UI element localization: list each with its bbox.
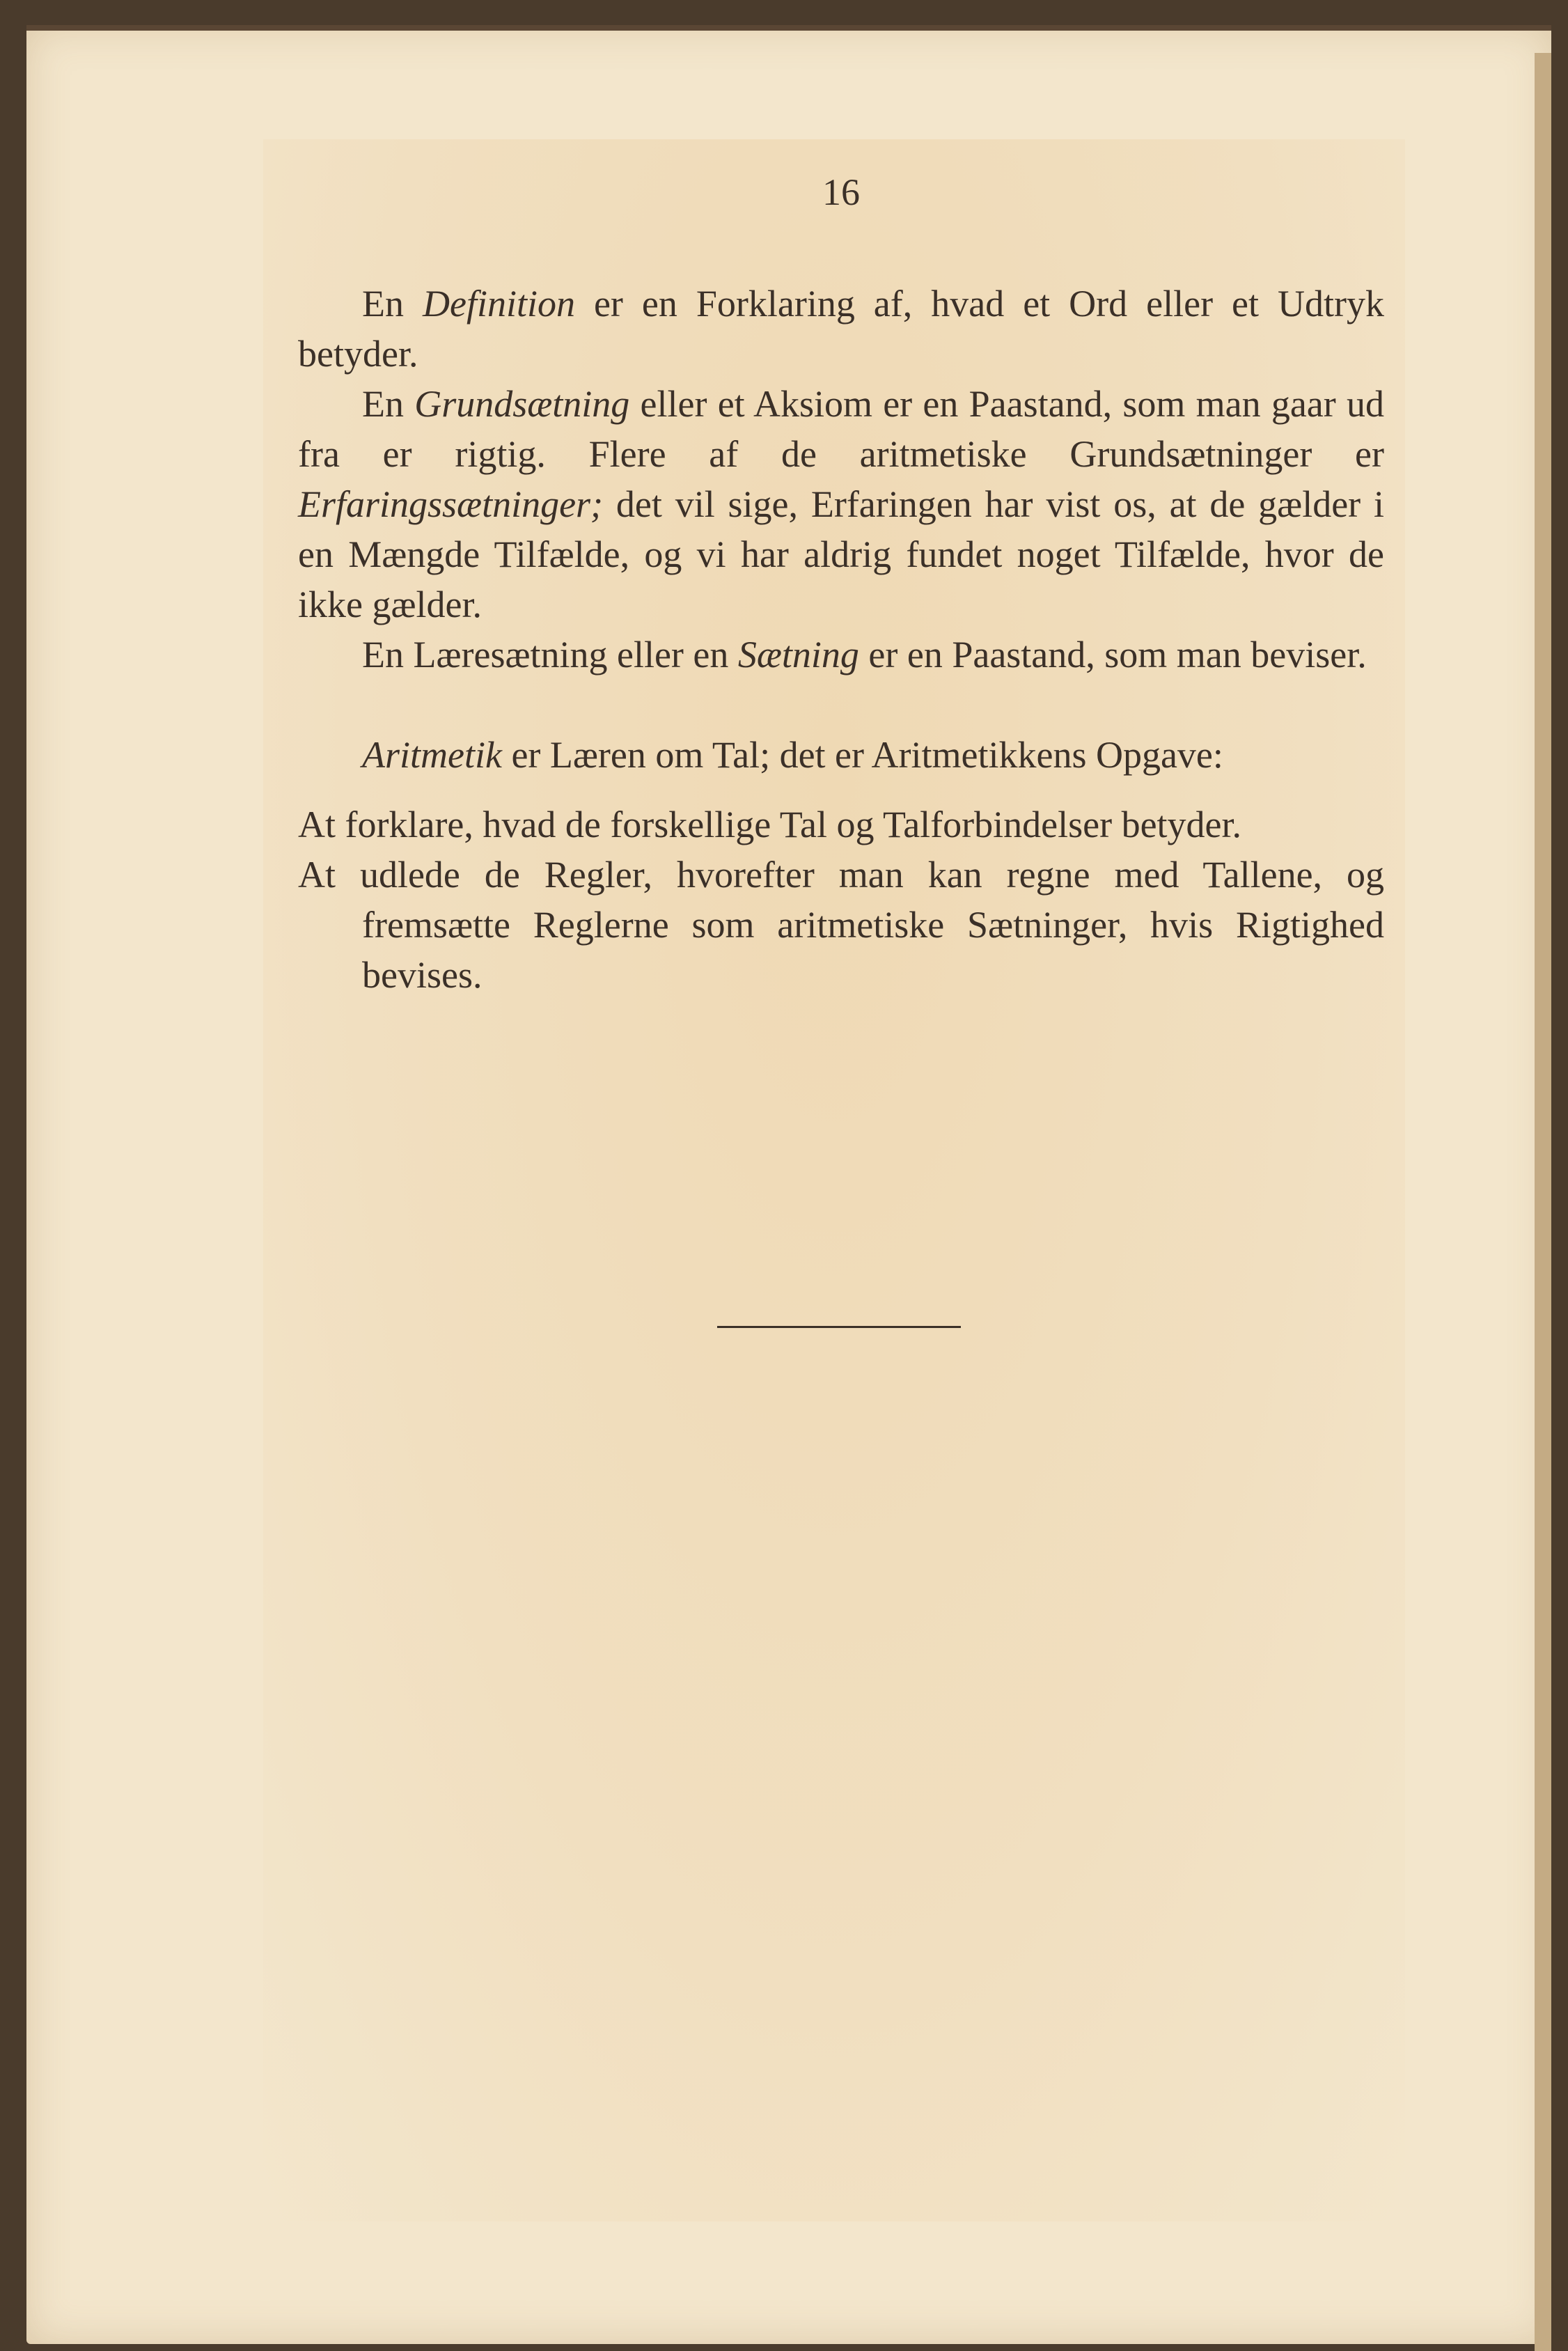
page-number: 16 (822, 171, 860, 213)
list-item: At forklare, hvad de forskellige Tal og Talforbindelser betyder. (298, 804, 1242, 845)
term-definition: Definition (422, 283, 575, 325)
term-erfaringssaetninger: Erfaringssætninger; (298, 483, 604, 525)
page-top-edge (26, 25, 1551, 31)
text-run: En (362, 283, 423, 325)
end-rule (717, 1326, 961, 1328)
text-run: er en Forklaring af, hvad et Ord eller et Udtryk betyder. (298, 283, 1384, 375)
text-run: En Læresætning eller en (362, 634, 738, 675)
text-run: eller et Aksiom er en Paastand, som man gaar ud fra er rigtig. Flere af de aritmetiske Grundsætninger er (298, 383, 1384, 475)
paragraph-aritmetik (298, 730, 1384, 780)
definitions (298, 279, 1384, 680)
section-gap (298, 680, 1384, 730)
list-item: At udlede de Regler, hvorefter man kan regne med Tallene, og fremsætte Reglerne som aritmetiske Sætninger, hvis Rigtighed bevises. (298, 854, 1384, 996)
paragraph-grundsaetning (298, 379, 1384, 630)
page-right-edge (1535, 53, 1551, 2351)
paragraph-laeresaetning (298, 630, 1384, 680)
text-run: det vil sige, Erfaringen har vist os, at de gælder i en Mængde Tilfælde, og vi har aldrig fundet noget Tilfælde, hvor de ikke gælder. (298, 483, 1384, 625)
term-grundsaetning: Grundsætning (414, 383, 630, 425)
text-run: En (362, 383, 415, 425)
page-content (298, 167, 1384, 1000)
paragraph-definition (298, 279, 1384, 379)
term-saetning: Sætning (737, 634, 859, 675)
text-run: er Læren om Tal; det er Aritmetikkens Opgave: (501, 734, 1223, 776)
text-run: er en Paastand, som man beviser. (859, 634, 1367, 675)
term-aritmetik: Aritmetik (362, 734, 502, 776)
